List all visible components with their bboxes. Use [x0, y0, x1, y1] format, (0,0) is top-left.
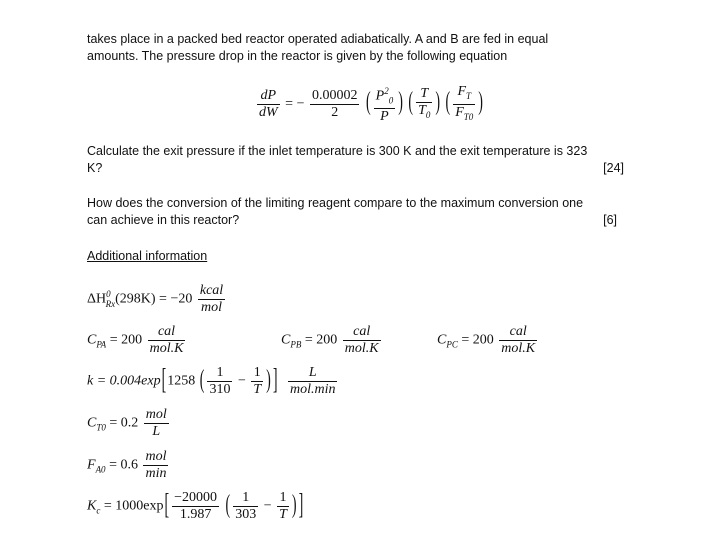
heat-capacity-b: $C_{PB} = 200$ $\frac{\text{cal}}{\text{mol.K}}$: [281, 324, 379, 356]
question-1-marks: [24]: [603, 161, 624, 175]
pressure-ratio-fraction: $\frac{P^2_0}{P}$: [374, 83, 396, 125]
question-2-line-2: can achieve in this reactor?: [87, 213, 240, 227]
heat-capacity-a: $C_{PA} = 200$ $\frac{\text{cal}}{\text{mol.K}}$: [87, 324, 184, 356]
pressure-drop-equation: $\frac{dP}{dW}$ = − $\frac{0.00002}{2}$ ( $\frac{P^2_0}{P}$ ) ( $\frac{T}{T_0}$ ) ( $\frac{F_T}{F_{T0}}$ ): [259, 83, 483, 125]
temperature-ratio-fraction: $\frac{T}{T_0}$: [418, 85, 431, 120]
question-1-line-2: K?: [87, 161, 103, 175]
dp-dw-fraction: $\frac{dP}{dW}$: [259, 87, 278, 120]
intro-line-2: amounts. The pressure drop in the reactor is given by the following equation: [87, 49, 508, 63]
question-2-line-1: How does the conversion of the limiting reagent compare to the maximum conversion one: [87, 196, 584, 210]
question-2: [87, 195, 617, 229]
additional-info-heading: Additional information: [87, 249, 208, 263]
question-2-marks: [6]: [603, 213, 617, 227]
feed-flow-equation: $F_{A0} = 0.6$ $\frac{\text{mol}}{\min}$: [87, 449, 167, 481]
total-concentration-equation: $C_{T0} = 0.2$ $\frac{\text{mol}}{L}$: [87, 407, 167, 439]
intro-paragraph: [87, 31, 647, 65]
question-1-line-1: Calculate the exit pressure if the inlet temperature is 300 K and the exit temperature is 323: [87, 144, 588, 158]
equilibrium-constant-equation: $K_c = 1000\exp$[ $\frac{-20000}{1.987}$ ( $\frac{1}{303}$ − $\frac{1}{T}$ ) ]: [87, 489, 304, 522]
question-1: [87, 143, 624, 177]
heat-of-reaction-equation: $\Delta H^0_{Rx}(298K) = -20$ $\frac{\text{kcal}}{\text{mol}}$: [87, 283, 224, 315]
flow-ratio-fraction: $\frac{F_T}{F_{T0}}$: [455, 83, 474, 122]
coefficient-fraction: $\frac{0.00002}{2}$: [311, 87, 358, 120]
heat-capacity-c: $C_{PC} = 200$ $\frac{\text{cal}}{\text{mol.K}}$: [437, 324, 536, 356]
intro-line-1: takes place in a packed bed reactor operated adiabatically. A and B are fed in equal: [87, 32, 549, 46]
rate-constant-equation: k = 0.004exp[1258 ( $\frac{1}{310}$ − $\frac{1}{T}$ ) ] $\frac{L}{\text{mol.min}}$: [87, 364, 336, 397]
